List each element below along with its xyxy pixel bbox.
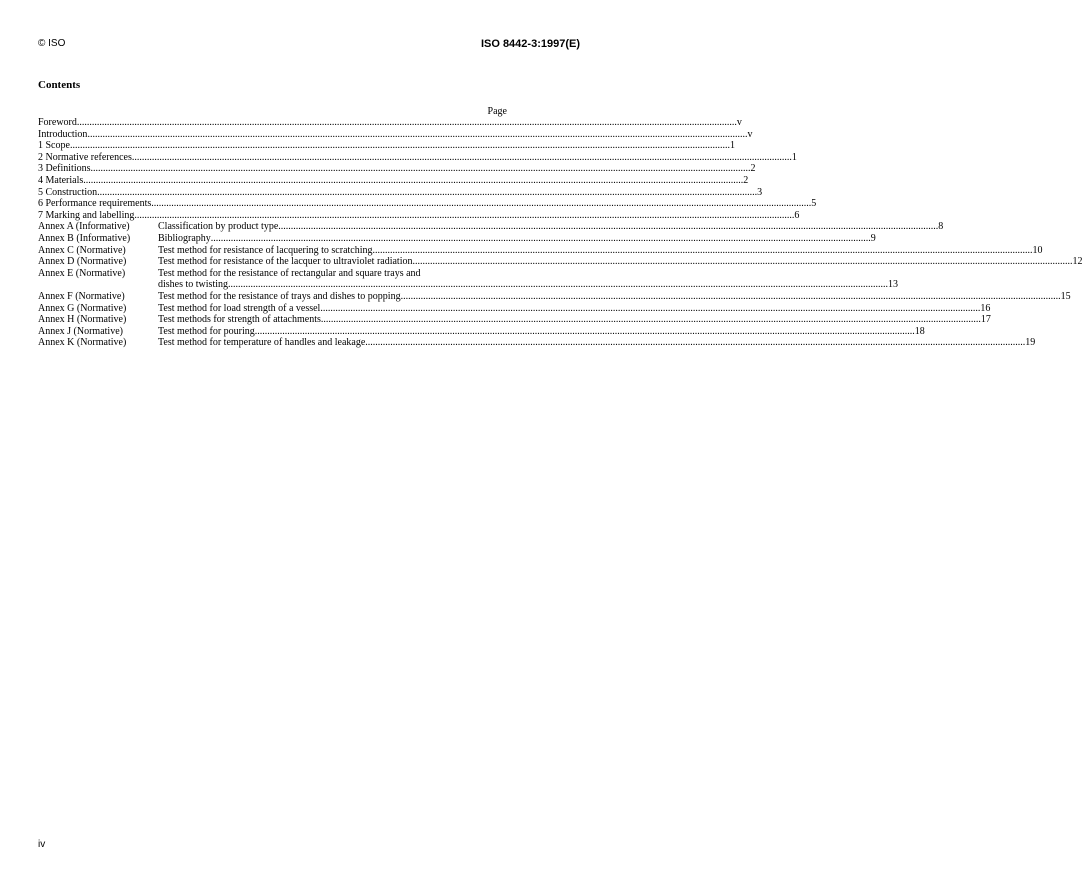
annex-page: 17 bbox=[980, 314, 991, 326]
toc-annex-f[interactable] bbox=[38, 290, 1071, 303]
dot-leader bbox=[278, 221, 938, 233]
annex-title: Test method for resistance of the lacquer to ultraviolet radiation bbox=[158, 256, 413, 268]
toc-entry-page: v bbox=[747, 128, 753, 140]
toc-entry-label: Introduction bbox=[38, 128, 88, 140]
dot-leader bbox=[373, 245, 1033, 257]
annex-label: Annex A (Informative) bbox=[38, 221, 130, 233]
dot-leader bbox=[228, 279, 888, 291]
annex-label: Annex J (Normative) bbox=[38, 325, 123, 337]
toc-entry-materials[interactable] bbox=[38, 174, 749, 187]
toc-entry-normative-references[interactable] bbox=[38, 151, 797, 164]
annex-label: Annex F (Normative) bbox=[38, 290, 125, 302]
annex-page: 9 bbox=[870, 232, 876, 244]
toc-entry-label: 5 Construction bbox=[38, 186, 98, 198]
annex-page: 12 bbox=[1072, 256, 1083, 268]
toc-annex-d[interactable] bbox=[38, 256, 1083, 268]
dot-leader bbox=[255, 326, 915, 338]
dot-leader bbox=[70, 140, 730, 152]
page-column-header: Page bbox=[487, 106, 507, 117]
dot-leader bbox=[132, 152, 792, 164]
dot-leader bbox=[83, 175, 743, 187]
dot-leader bbox=[401, 291, 1061, 303]
dot-leader bbox=[320, 303, 980, 315]
toc-entry-definitions[interactable] bbox=[38, 163, 756, 175]
dot-leader bbox=[321, 314, 981, 326]
dot-leader bbox=[365, 337, 1025, 349]
annex-page: 8 bbox=[938, 221, 944, 233]
toc-entry-introduction[interactable] bbox=[38, 128, 753, 141]
toc-entry-marking-and-labelling[interactable] bbox=[38, 209, 800, 222]
annex-page: 10 bbox=[1032, 244, 1043, 256]
toc-annex-k[interactable] bbox=[38, 337, 1036, 349]
annex-label: Annex D (Normative) bbox=[38, 256, 127, 268]
toc-entry-page: v bbox=[736, 117, 742, 128]
annex-page: 18 bbox=[914, 325, 925, 337]
toc-entry-foreword[interactable] bbox=[38, 117, 742, 129]
annex-label: Annex K (Normative) bbox=[38, 337, 127, 349]
toc-annex-c[interactable] bbox=[38, 244, 1043, 257]
annex-page: 15 bbox=[1060, 290, 1071, 302]
annex-label: Annex H (Normative) bbox=[38, 314, 127, 326]
dot-leader bbox=[77, 117, 737, 129]
dot-leader bbox=[134, 210, 794, 222]
toc-entry-construction[interactable] bbox=[38, 186, 763, 199]
annex-title: Test method for resistance of lacquering to scratching bbox=[158, 244, 373, 256]
dot-leader bbox=[413, 256, 1073, 268]
annex-page: 16 bbox=[980, 302, 991, 314]
toc-entry-performance-requirements[interactable] bbox=[38, 198, 817, 210]
annex-page: 19 bbox=[1025, 337, 1036, 349]
toc-entry-page: 1 bbox=[791, 151, 797, 163]
annex-title: Test method for pouring bbox=[158, 325, 255, 337]
table-of-contents bbox=[38, 117, 1083, 349]
toc-entry-label: 1 Scope bbox=[38, 140, 70, 152]
dot-leader bbox=[151, 198, 811, 210]
copyright-notice: © ISO bbox=[38, 38, 66, 49]
dot-leader bbox=[211, 233, 871, 245]
toc-annex-h[interactable] bbox=[38, 314, 991, 326]
toc-entry-page: 2 bbox=[750, 163, 756, 175]
annex-label: Annex C (Normative) bbox=[38, 244, 126, 256]
toc-entry-page: 1 bbox=[729, 140, 735, 152]
toc-entry-page: 3 bbox=[757, 186, 763, 198]
toc-annex-j[interactable] bbox=[38, 325, 925, 338]
document-number: ISO 8442-3:1997(E) bbox=[480, 38, 580, 50]
toc-annex-g[interactable] bbox=[38, 302, 991, 315]
toc-annex-b[interactable] bbox=[38, 232, 876, 245]
toc-entry-label: 4 Materials bbox=[38, 174, 84, 186]
annex-label: Annex B (Informative) bbox=[38, 232, 131, 244]
dot-leader bbox=[91, 163, 751, 175]
toc-entry-page: 5 bbox=[811, 198, 817, 210]
toc-entry-page: 6 bbox=[794, 209, 800, 221]
annex-title: Test methods for strength of attachments bbox=[158, 314, 321, 326]
annex-title: Test method for load strength of a vessel bbox=[158, 302, 321, 314]
toc-entry-label: 3 Definitions bbox=[38, 163, 91, 175]
toc-entry-label: 2 Normative references bbox=[38, 151, 132, 163]
toc-entry-page: 2 bbox=[743, 174, 749, 186]
annex-title-line1: Test method for the resistance of rectangular and square trays and bbox=[158, 267, 421, 279]
dot-leader bbox=[87, 129, 747, 141]
annex-label: Annex E (Normative) bbox=[38, 267, 126, 279]
annex-title: Classification by product type bbox=[158, 221, 279, 233]
toc-annex-e[interactable] bbox=[38, 267, 899, 291]
toc-entry-label: 7 Marking and labelling bbox=[38, 209, 135, 221]
toc-entry-label: 6 Performance requirements bbox=[38, 198, 152, 210]
toc-entry-scope[interactable] bbox=[38, 140, 735, 152]
annex-title-line2: dishes to twisting bbox=[158, 279, 229, 291]
toc-annex-a[interactable] bbox=[38, 221, 944, 233]
annex-title: Test method for temperature of handles and leakage bbox=[158, 337, 366, 349]
footer-page-number: iv bbox=[38, 839, 46, 850]
toc-entry-label: Foreword bbox=[38, 117, 77, 128]
dot-leader bbox=[97, 187, 757, 199]
annex-title: Test method for the resistance of trays and dishes to popping bbox=[158, 290, 401, 302]
annex-page: 13 bbox=[888, 279, 899, 291]
page-title: Contents bbox=[38, 79, 81, 91]
annex-label: Annex G (Normative) bbox=[38, 302, 127, 314]
annex-title: Bibliography bbox=[158, 232, 211, 244]
